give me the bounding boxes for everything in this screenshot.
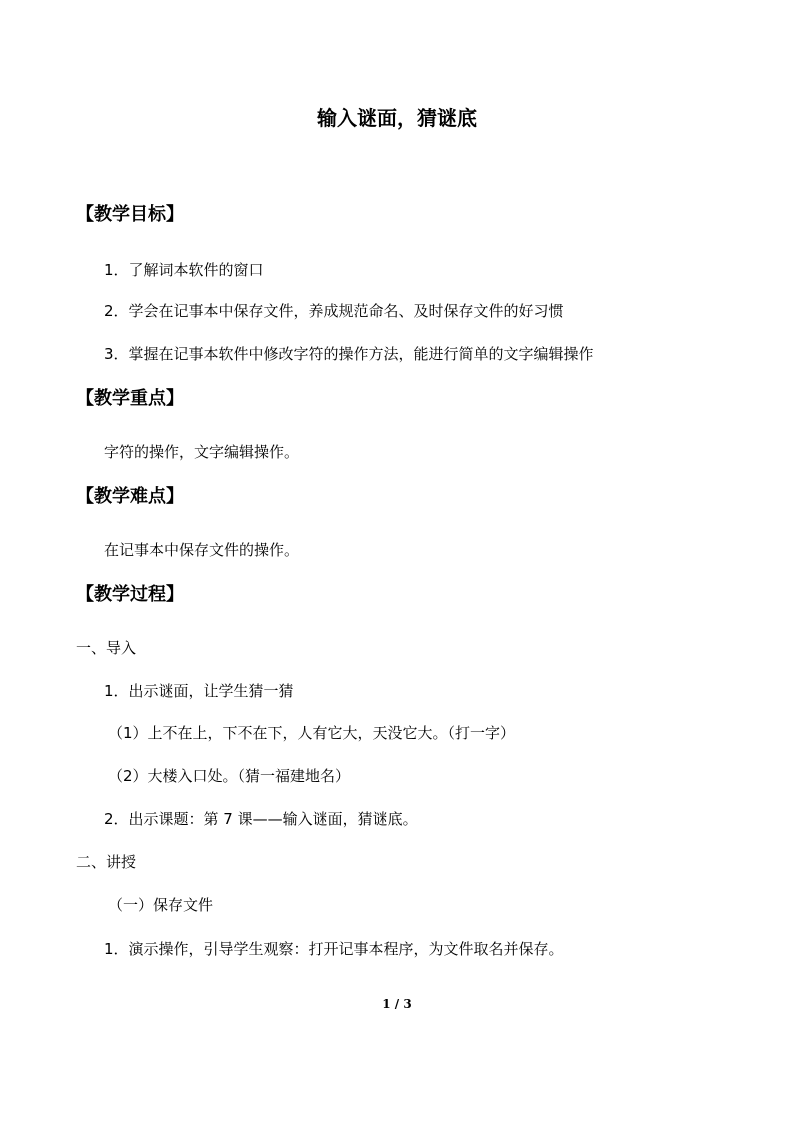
document-title: 输入谜面，猜谜底 — [317, 106, 477, 130]
page-number: 1 / 3 — [382, 997, 412, 1011]
process-teaching-label: 二、讲授 — [76, 853, 137, 871]
key-points-text: 字符的操作，文字编辑操作。 — [104, 443, 300, 461]
difficulties-text: 在记事本中保存文件的操作。 — [104, 541, 300, 559]
process-intro-label: 一、导入 — [76, 639, 137, 657]
heading-difficulties: 【教学难点】 — [76, 486, 184, 507]
heading-objectives: 【教学目标】 — [76, 204, 184, 225]
objective-item: 1．了解词本软件的窗口 — [104, 261, 264, 279]
process-step: 1．出示谜面，让学生猜一猜 — [104, 682, 294, 700]
heading-process: 【教学过程】 — [76, 584, 184, 605]
process-step: 1．演示操作，引导学生观察：打开记事本程序，为文件取名并保存。 — [104, 940, 564, 958]
riddle-item: （1）上不在上，下不在下，人有它大，天没它大。（打一字） — [108, 724, 516, 742]
process-subsection: （一）保存文件 — [108, 896, 214, 914]
heading-key-points: 【教学重点】 — [76, 388, 184, 409]
riddle-item: （2）大楼入口处。（猜一福建地名） — [108, 767, 351, 785]
objective-item: 3．掌握在记事本软件中修改字符的操作方法，能进行简单的文字编辑操作 — [104, 345, 594, 363]
process-step: 2．出示课题：第 7 课——输入谜面，猜谜底。 — [104, 810, 418, 828]
objective-item: 2．学会在记事本中保存文件，养成规范命名、及时保存文件的好习惯 — [104, 302, 564, 320]
